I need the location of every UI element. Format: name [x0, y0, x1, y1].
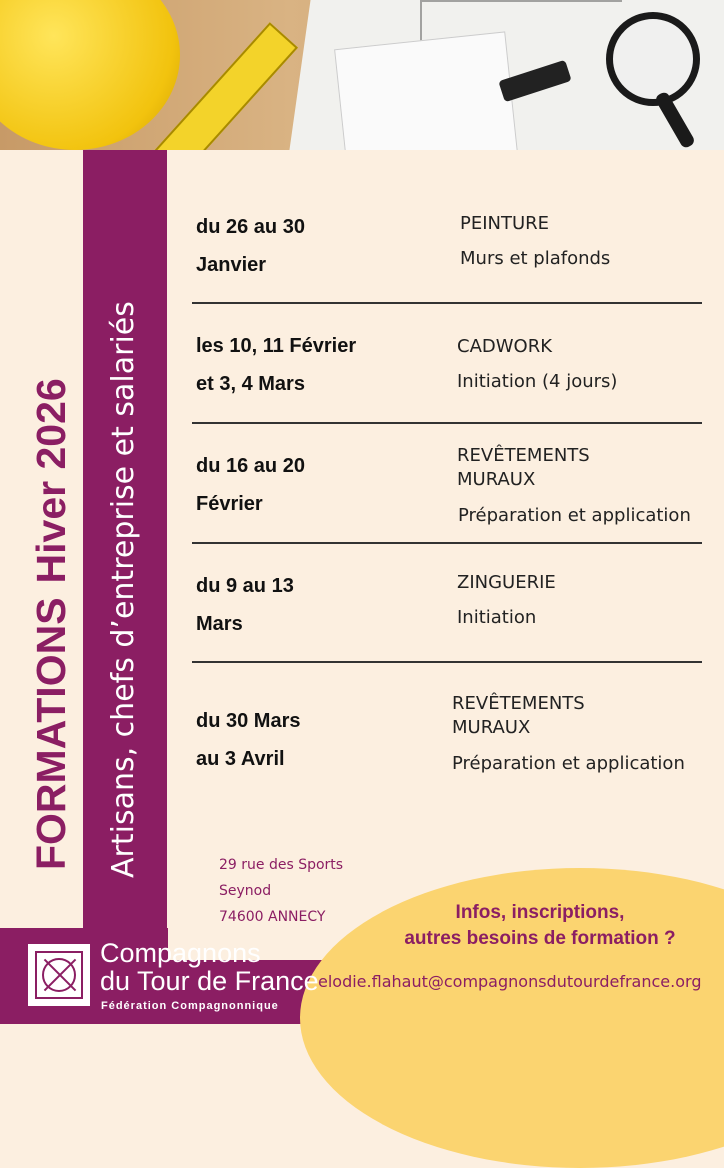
address-district: Seynod — [219, 883, 272, 899]
divider — [192, 422, 702, 424]
session-title-line2: MURAUX — [457, 469, 536, 490]
org-federation: Fédération Compagnonnique — [101, 1000, 279, 1012]
org-name-line2: du Tour de France — [100, 966, 319, 996]
session-title-line2: MURAUX — [452, 717, 531, 738]
page-title — [28, 364, 75, 870]
date-line2: et 3, 4 Mars — [196, 373, 305, 395]
magnifier-icon — [606, 12, 700, 106]
date-line1: du 30 Mars — [196, 710, 301, 732]
date-line1: du 9 au 13 — [196, 575, 294, 597]
contact-email[interactable]: elodie.flahaut@compagnonsdutourdefrance.org — [318, 972, 702, 991]
divider — [192, 542, 702, 544]
contact-heading-line2: autres besoins de formation ? — [404, 928, 676, 949]
session-title — [457, 444, 590, 492]
contact-heading-line1: Infos, inscriptions, — [455, 902, 625, 923]
address-street: 29 rue des Sports — [219, 857, 344, 873]
session-title-line1: REVÊTEMENTS — [452, 693, 585, 714]
date-line2: Mars — [196, 613, 243, 635]
session-date — [196, 702, 300, 778]
org-name: Compagnons — [100, 938, 261, 968]
org-logo-icon — [28, 944, 90, 1006]
session-title: PEINTURE — [460, 213, 550, 234]
date-line1: du 16 au 20 — [196, 455, 305, 477]
title-formations: FORMATIONS — [28, 597, 74, 870]
contact-heading — [380, 900, 700, 952]
session-title: CADWORK — [457, 336, 553, 357]
blueprint-sheet — [334, 31, 518, 150]
date-line2: au 3 Avril — [196, 748, 285, 770]
date-line1: les 10, 11 Février — [196, 335, 357, 357]
page-subtitle: Artisans, chefs d’entreprise et salariés — [106, 301, 141, 878]
divider — [192, 661, 702, 663]
session-date — [196, 447, 305, 523]
session-date — [196, 208, 305, 284]
date-line1: du 26 au 30 — [196, 216, 305, 238]
session-date — [196, 327, 356, 403]
title-season: Hiver 2026 — [28, 378, 74, 584]
session-title — [452, 692, 585, 740]
session-description: Initiation (4 jours) — [457, 371, 618, 392]
session-title: ZINGUERIE — [457, 572, 556, 593]
divider — [192, 302, 702, 304]
session-description: Préparation et application — [452, 753, 685, 774]
session-title-line1: REVÊTEMENTS — [457, 445, 590, 466]
session-date — [196, 567, 294, 643]
date-line2: Février — [196, 493, 263, 515]
address-city: 74600 ANNECY — [219, 909, 326, 925]
session-description: Préparation et application — [458, 505, 691, 526]
session-description: Murs et plafonds — [460, 248, 611, 269]
hard-hat-icon — [0, 0, 180, 150]
date-line2: Janvier — [196, 254, 267, 276]
header-photo — [0, 0, 724, 150]
session-description: Initiation — [457, 607, 537, 628]
address — [219, 852, 343, 930]
